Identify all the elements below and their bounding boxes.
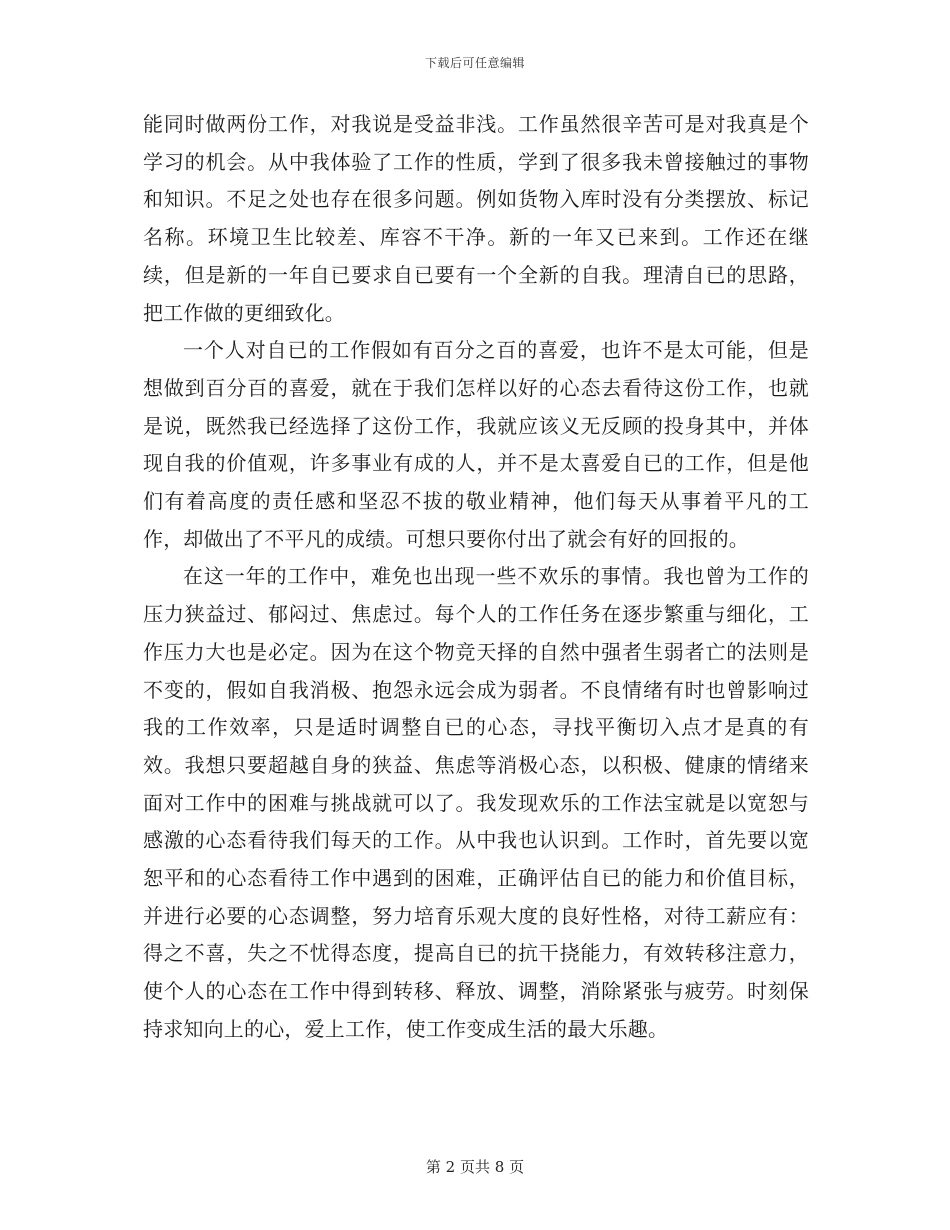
paragraph-2: 一个人对自已的工作假如有百分之百的喜爱，也许不是太可能，但是想做到百分百的喜爱，就在于我们怎样以好的心态去看待这份工作，也就是说，既然我已经选择了这份工作，我就应该义无反顾的投身其中，并体现自我的价值观，许多事业有成的人，并不是太喜爱自已的工作，但是他们有着高度的责任感和坚忍不拔的敬业精神，他们每天从事着平凡的工作，却做出了不平凡的成绩。可想只要你付出了就会有好的回报的。	[143, 338, 809, 551]
page-header: 下载后可任意编辑	[424, 56, 525, 70]
page-number-footer: 第 2 页共 8 页	[425, 1158, 525, 1176]
paragraph-1: 能同时做两份工作，对我说是受益非浅。工作虽然很辛苦可是对我真是个学习的机会。从中我体验了工作的性质，学到了很多我未曾接触过的事物和知识。不足之处也存在很多问题。例如货物入库时没有分类摆放、标记名称。环境卫生比较差、库容不干净。新的一年又已来到。工作还在继续，但是新的一年自已要求自已要有一个全新的自我。理清自已的思路，把工作做的更细致化。	[143, 112, 809, 325]
paragraph-3: 在这一年的工作中，难免也出现一些不欢乐的事情。我也曾为工作的压力狭益过、郁闷过、焦虑过。每个人的工作任务在逐步繁重与细化，工作压力大也是必定。因为在这个物竞天择的自然中强者生弱者亡的法则是不变的，假如自我消极、抱怨永远会成为弱者。不良情绪有时也曾影响过我的工作效率，只是适时调整自已的心态，寻找平衡切入点才是真的有效。我想只要超越自身的狭益、焦虑等消极心态，以积极、健康的情绪来面对工作中的困难与挑战就可以了。我发现欢乐的工作法宝就是以宽恕与感激的心态看待我们每天的工作。从中我也认识到。工作时，首先要以宽恕平和的心态看待工作中遇到的困难，正确评估自已的能力和价值目标，并进行必要的心态调整，努力培育乐观大度的良好性格，对待工薪应有：得之不喜，失之不忧得态度，提高自已的抗干挠能力，有效转移注意力，使个人的心态在工作中得到转移、释放、调整，消除紧张与疲劳。时刻保持求知向上的心，爱上工作，使工作变成生活的最大乐趣。	[143, 564, 809, 1041]
document-body	[143, 106, 809, 1049]
